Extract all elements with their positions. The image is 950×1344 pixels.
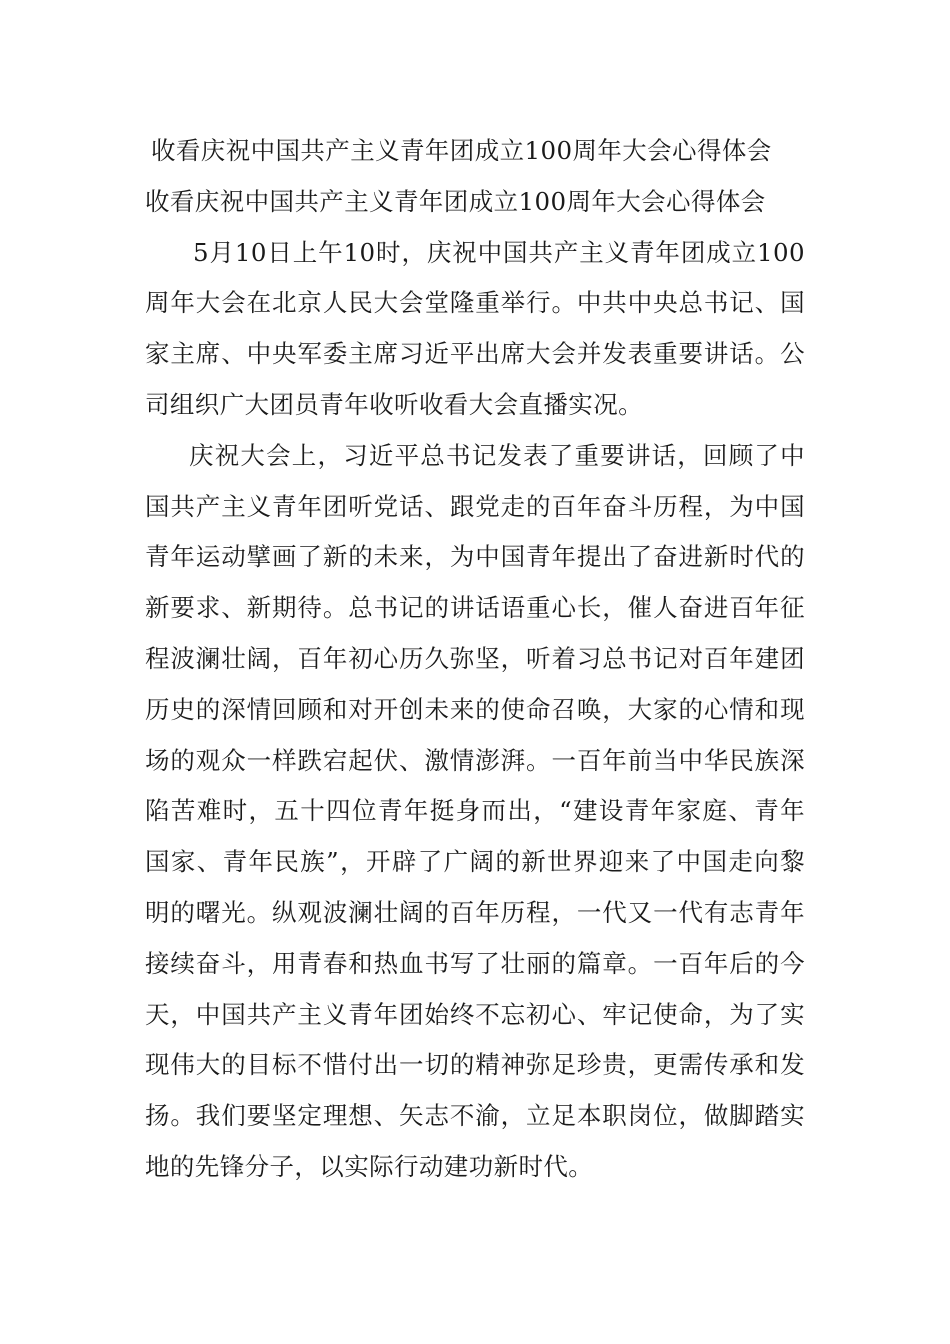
document-title-line-1: 收看庆祝中国共产主义青年团成立100周年大会心得体会 — [151, 136, 772, 165]
paragraph-2: 庆祝大会上，习近平总书记发表了重要讲话，回顾了中国共产主义青年团听党话、跟党走的百年奋斗历程，为中国青年运动擘画了新的未来，为中国青年提出了奋进新时代的新要求、新期待。总书记的讲话语重心长，催人奋进百年征程波澜壮阔，百年初心历久弥坚，听着习总书记对百年建团历史的深情回顾和对开创未来的使命召唤，大家的心情和现场的观众一样跌宕起伏、激情澎湃。一百年前当中华民族深陷苦难时，五十四位青年挺身而出，“建设青年家庭、青年国家、青年民族”，开辟了广阔的新世界迎来了中国走向黎明的曙光。纵观波澜壮阔的百年历程，一代又一代有志青年接续奋斗，用青春和热血书写了壮丽的篇章。一百年后的今天，中国共产主义青年团始终不忘初心、牢记使命，为了实现伟大的目标不惜付出一切的精神弥足珍贵，更需传承和发扬。我们要坚定理想、矢志不渝，立足本职岗位，做脚踏实地的先锋分子，以实际行动建功新时代。 — [145, 440, 805, 1181]
document-title-line-2: 收看庆祝中国共产主义青年团成立100周年大会心得体会 — [145, 186, 766, 216]
document-body — [145, 126, 805, 1193]
paragraph-1: 5月10日上午10时，庆祝中国共产主义青年团成立100周年大会在北京人民大会堂隆重举行。中共中央总书记、国家主席、中央军委主席习近平出席大会并发表重要讲话。公司组织广大团员青年收听收看大会直播实况。 — [145, 237, 805, 419]
